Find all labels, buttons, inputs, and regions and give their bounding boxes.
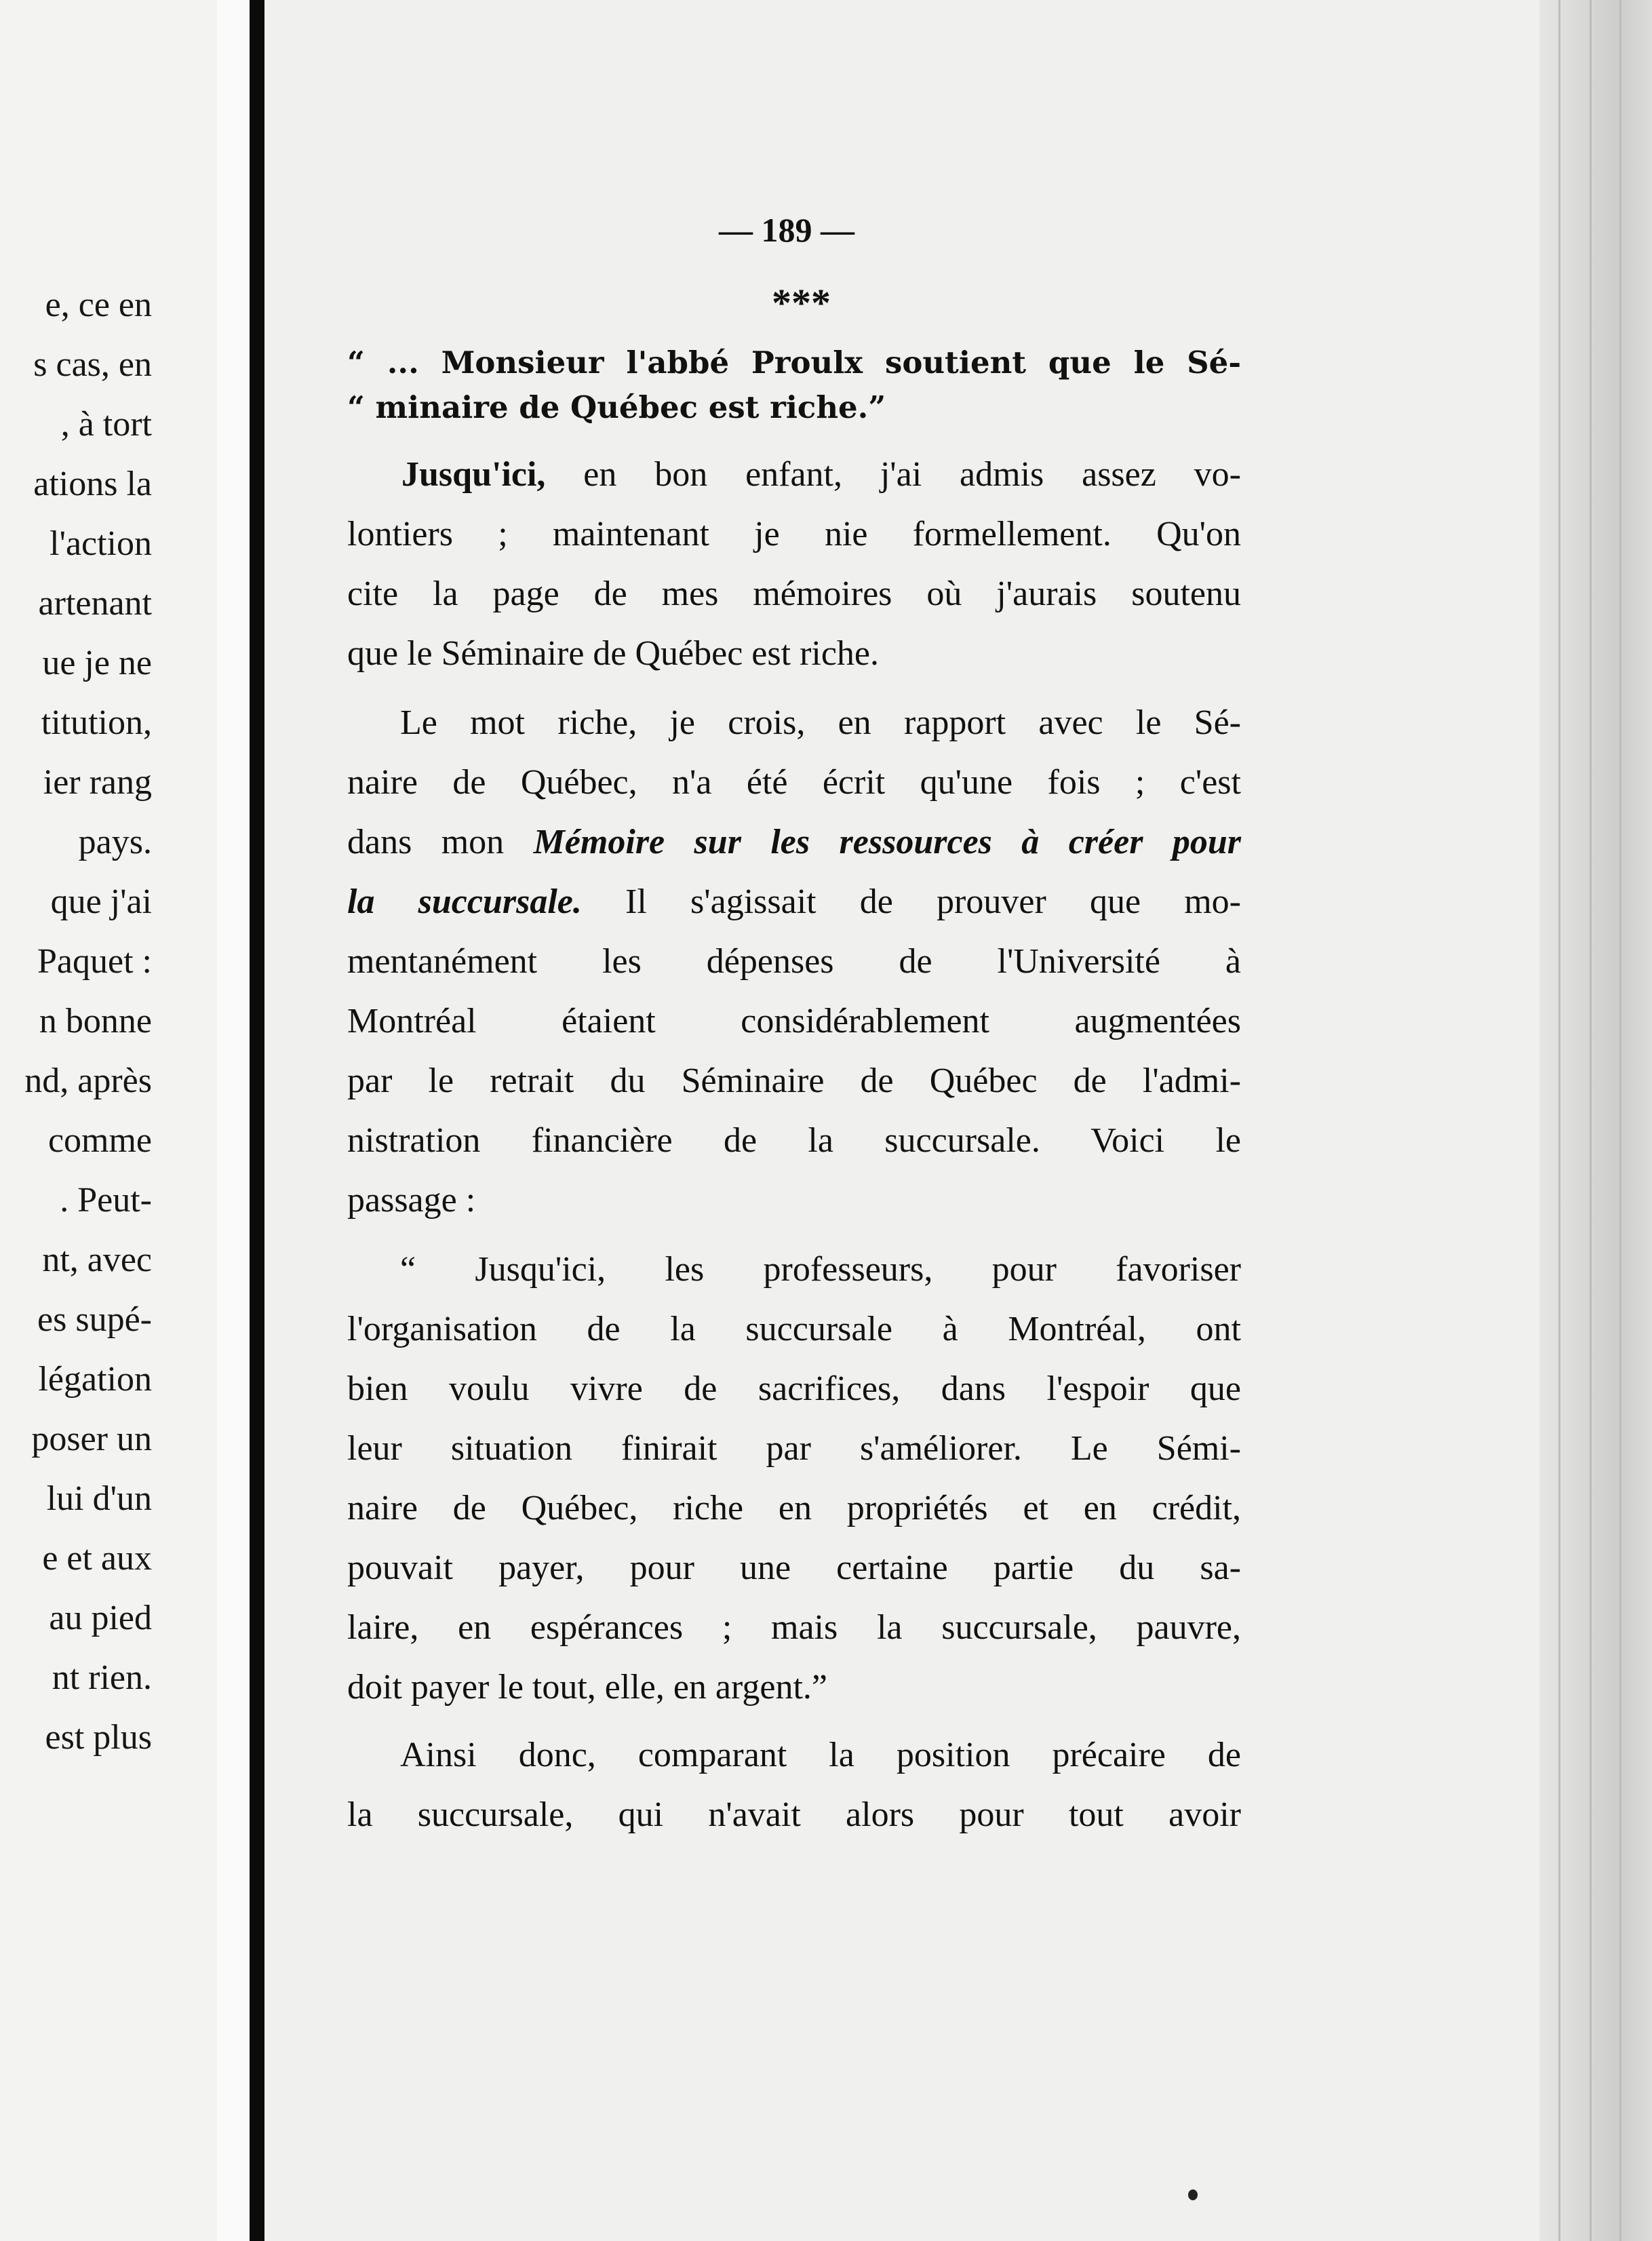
facing-page-line: s cas, en <box>33 345 152 384</box>
paragraph-line: Montréal étaient considérablement augmentées <box>347 1002 1241 1040</box>
paragraph-line: que le Séminaire de Québec est riche. <box>347 634 879 673</box>
facing-page-line: titution, <box>41 703 152 742</box>
quotation-line: naire de Québec, riche en propriétés et en crédit, <box>347 1489 1241 1527</box>
paragraph-line: lontiers ; maintenant je nie formellement. Qu'on <box>347 515 1241 553</box>
paragraph-lead: Jusqu'ici, <box>401 455 546 494</box>
facing-page-fragment <box>0 0 217 2241</box>
facing-page-line: l'action <box>50 524 152 563</box>
quotation-line: leur situation finirait par s'améliorer. Le Sémi- <box>347 1429 1241 1468</box>
quote-heading-line: “ minaire de Québec est riche.” <box>347 389 886 425</box>
paragraph-line: mentanément les dépenses de l'Université à <box>347 942 1241 981</box>
facing-page-line: poser un <box>31 1420 152 1458</box>
quotation-line: l'organisation de la succursale à Montréal, ont <box>347 1310 1241 1348</box>
facing-page-line: e et aux <box>42 1539 152 1578</box>
facing-page-line: lui d'un <box>46 1479 152 1518</box>
quotation-line: “ Jusqu'ici, les professeurs, pour favoriser <box>400 1250 1241 1289</box>
facing-page-line: , à tort <box>60 405 152 444</box>
section-asterism: *** <box>772 281 831 325</box>
paragraph-line: cite la page de mes mémoires où j'aurais soutenu <box>347 574 1241 613</box>
facing-page-line: nd, après <box>24 1061 152 1100</box>
paragraph-line: par le retrait du Séminaire de Québec de l'admi- <box>347 1061 1241 1100</box>
facing-page-line: ue je ne <box>42 644 152 682</box>
work-title: Mémoire sur les ressources à créer pour <box>533 823 1241 861</box>
paragraph-line: la succursale, qui n'avait alors pour tout avoir <box>347 1795 1241 1834</box>
work-title: la succursale. <box>347 882 582 921</box>
facing-page-line: pays. <box>78 823 152 861</box>
paragraph-line: passage : <box>347 1181 476 1220</box>
paragraph-line: nistration financière de la succursale. Voici le <box>347 1121 1241 1160</box>
quotation-line: laire, en espérances ; mais la succursale, pauvre, <box>347 1608 1241 1647</box>
quote-heading-line: “ ... Monsieur l'abbé Proulx soutient que le Sé- <box>347 345 1241 381</box>
binding-edge <box>250 0 264 2241</box>
facing-page-line: légation <box>38 1360 152 1399</box>
quotation-line: bien voulu vivre de sacrifices, dans l'espoir que <box>347 1369 1241 1408</box>
page-number: — 189 — <box>719 211 854 249</box>
quotation-line: pouvait payer, pour une certaine partie du sa- <box>347 1548 1241 1587</box>
facing-page-line: es supé- <box>37 1300 152 1339</box>
facing-page-line: comme <box>47 1121 152 1160</box>
paragraph-line: Jusqu'ici, en bon enfant, j'ai admis assez vo- <box>401 455 1241 494</box>
facing-page-line: ations la <box>33 465 152 503</box>
ink-speck <box>1188 2189 1198 2200</box>
paragraph-line: naire de Québec, n'a été écrit qu'une fois ; c'est <box>347 763 1241 802</box>
facing-page-line: e, ce en <box>45 286 152 324</box>
page <box>264 0 1539 2241</box>
paragraph-line: Ainsi donc, comparant la position précaire de <box>400 1736 1241 1774</box>
paragraph-line: la succursale. Il s'agissait de prouver que mo- <box>347 882 1241 921</box>
facing-page-line: nt, avec <box>42 1241 152 1279</box>
facing-page-line: . Peut- <box>60 1181 152 1220</box>
paragraph-line: Le mot riche, je crois, en rapport avec le Sé- <box>400 703 1241 742</box>
facing-page-line: que j'ai <box>50 882 152 921</box>
facing-page-line: est plus <box>45 1718 152 1757</box>
quotation-line: doit payer le tout, elle, en argent.” <box>347 1668 827 1707</box>
facing-page-line: Paquet : <box>37 942 152 981</box>
facing-page-line: nt rien. <box>52 1658 152 1697</box>
paragraph-line: dans mon Mémoire sur les ressources à créer pour <box>347 823 1241 861</box>
page-edge <box>1539 0 1652 2241</box>
facing-page-line: au pied <box>49 1599 152 1637</box>
gutter <box>217 0 251 2241</box>
facing-page-line: n bonne <box>39 1002 152 1040</box>
facing-page-line: artenant <box>38 584 152 623</box>
facing-page-line: ier rang <box>43 763 152 802</box>
